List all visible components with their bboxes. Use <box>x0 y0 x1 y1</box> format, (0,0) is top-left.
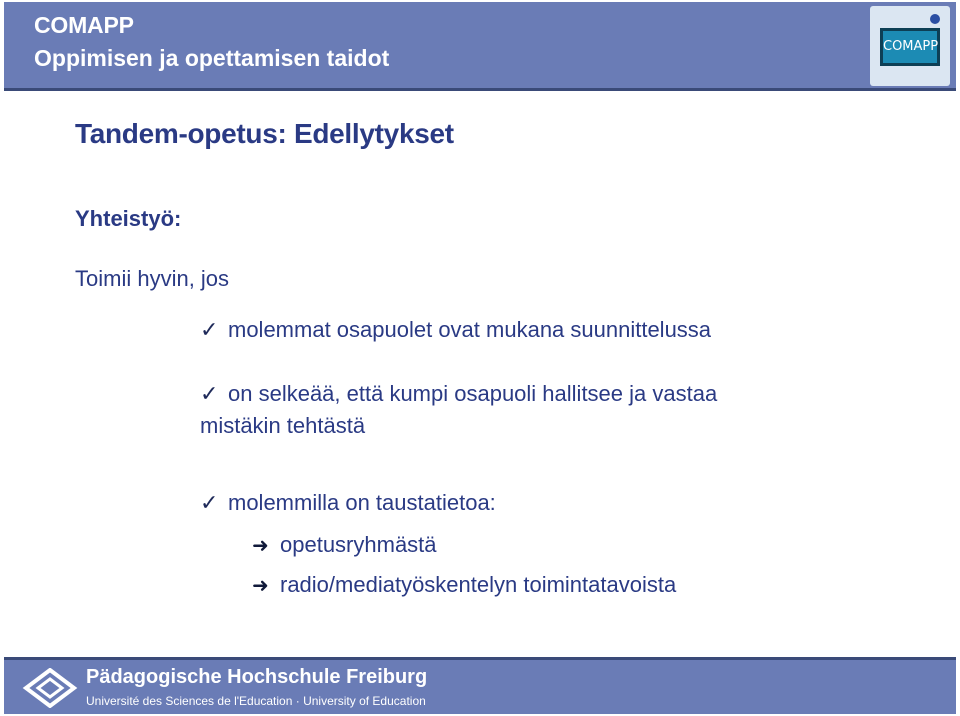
intro-text: Toimii hyvin, jos <box>75 266 230 291</box>
header-divider <box>4 88 956 91</box>
institution-subtitle: Université des Sciences de l'Education · University of Education <box>86 694 426 708</box>
diamond-logo-icon <box>22 668 78 708</box>
sub-item <box>252 530 437 561</box>
bullet-item <box>200 487 496 519</box>
bullet-item <box>200 314 711 346</box>
section-heading: Yhteistyö: <box>75 206 182 231</box>
arrow-icon: ➜ <box>252 535 269 557</box>
bullet-text: molemmat osapuolet ovat mukana suunnittelussa <box>228 317 712 342</box>
sub-item-text: radio/mediatyöskentelyn toimintatavoista <box>280 572 677 597</box>
sub-item <box>252 570 676 601</box>
slide-title: Tandem-opetus: Edellytykset <box>75 118 454 149</box>
header-subtitle: Oppimisen ja opettamisen taidot <box>34 45 390 71</box>
header-brand: COMAPP <box>34 12 134 38</box>
bullet-text: molemmilla on taustatietoa: <box>228 490 496 515</box>
sub-item-text: opetusryhmästä <box>280 532 437 557</box>
comapp-logo <box>870 6 950 86</box>
institution-name: Pädagogische Hochschule Freiburg <box>86 666 428 688</box>
arrow-icon: ➜ <box>252 575 269 597</box>
logo-screen-icon <box>880 28 940 66</box>
check-icon: ✓ <box>200 490 219 515</box>
slide-footer <box>4 660 956 714</box>
bullet-item <box>200 378 717 442</box>
bullet-text: on selkeää, että kumpi osapuoli hallitsee ja vastaa <box>228 381 718 406</box>
logo-dot-icon <box>930 14 940 24</box>
check-icon: ✓ <box>200 381 219 406</box>
logo-text: COMAPP <box>883 39 939 54</box>
bullet-continuation: mistäkin tehtästä <box>200 413 366 438</box>
check-icon: ✓ <box>200 317 219 342</box>
slide-header <box>4 2 956 88</box>
